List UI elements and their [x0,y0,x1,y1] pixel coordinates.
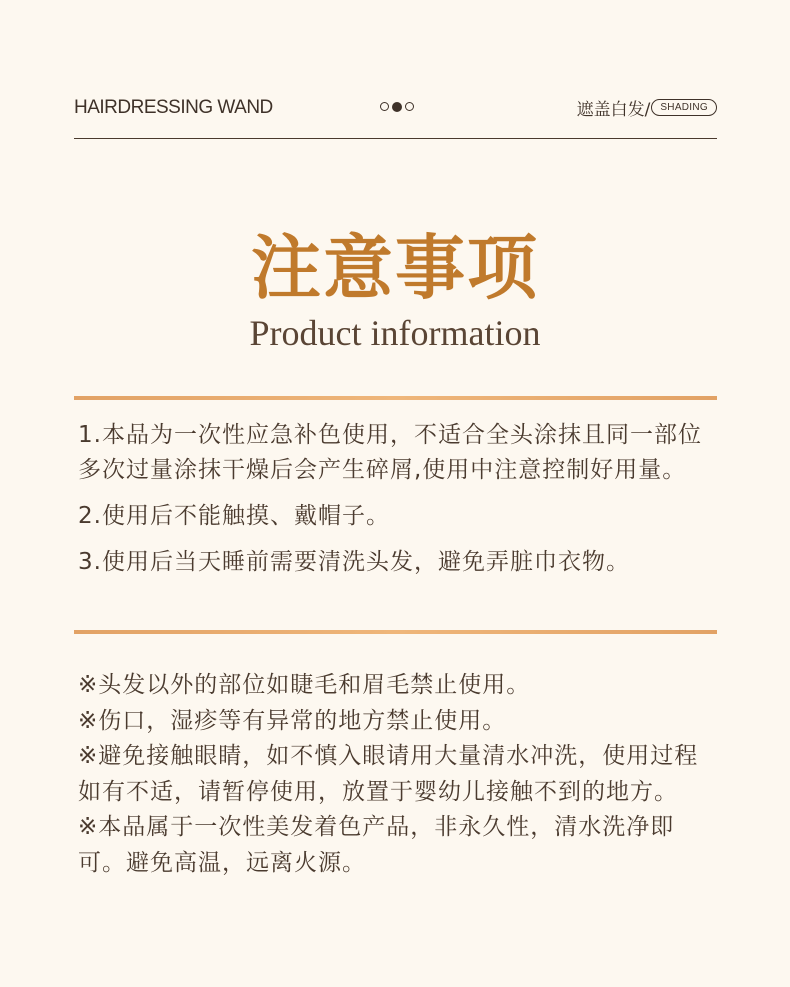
pagination-dot [405,102,414,111]
category-tag [577,95,717,120]
usage-note-1: 1.本品为一次性应急补色使用，不适合全头涂抹且同一部位多次过量涂抹干燥后会产生碎屑,使用中注意控制好用量。 [78,422,702,483]
pagination-dot-active [392,102,402,112]
pagination-dots [380,102,414,112]
brand-name: HAIRDRESSING WAND [74,97,273,118]
warning-item-1: ※头发以外的部位如睫毛和眉毛禁止使用。 [78,672,531,698]
shading-pill: SHADING [651,99,717,116]
usage-note-2: 2.使用后不能触摸、戴帽子。 [78,503,390,529]
warning-item-4: ※本品属于一次性美发着色产品，非永久性，清水洗净即可。避免高温，远离火源。 [78,814,675,876]
orange-divider-bottom [74,630,717,634]
usage-notes [78,418,714,591]
orange-divider-top [74,396,717,400]
page-title: 注意事项 [251,226,539,309]
header-divider [74,138,717,139]
warning-item-2: ※伤口，湿疹等有异常的地方禁止使用。 [78,707,507,734]
page-header [74,92,717,124]
warning-item-3: ※避免接触眼睛，如不慎入眼请用大量清水冲洗，使用过程如有不适，请暂停使用，放置于婴幼儿接触不到的地方。 [78,743,699,805]
usage-note-3: 3.使用后当天睡前需要清洗头发，避免弄脏巾衣物。 [78,549,630,575]
warning-list [78,668,714,881]
pagination-dot [380,102,389,111]
page-subtitle: Product information [249,313,541,353]
category-tag-text: 遮盖白发/ [576,100,651,120]
